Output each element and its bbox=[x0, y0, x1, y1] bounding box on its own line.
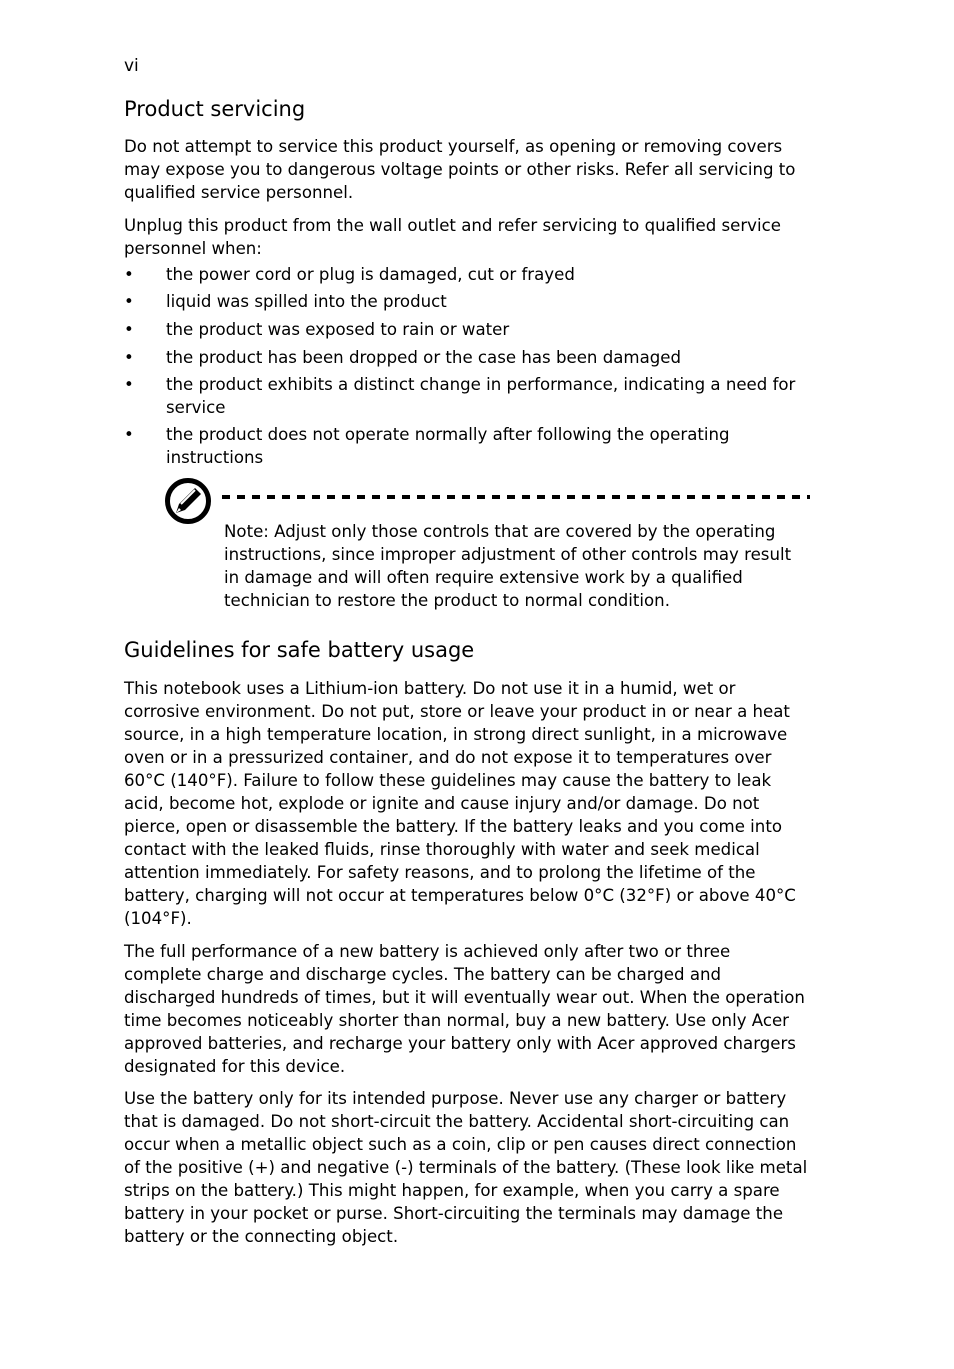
section-title-product-servicing: Product servicing bbox=[124, 97, 306, 121]
list-item: • liquid was spilled into the product bbox=[124, 292, 447, 311]
bullet-glyph: • bbox=[124, 375, 134, 394]
list-item: • the product was exposed to rain or water bbox=[124, 320, 510, 339]
list-item: • the product has been dropped or the case has been damaged bbox=[124, 348, 682, 367]
note-body: Adjust only those controls that are covered by the operating instructions, since improper adjustment of other controls may result in damage and will often require extensive work by a qualified technician to restore the product to normal condition. bbox=[224, 522, 792, 610]
list-item: • the product does not operate normally after following the operating instructions bbox=[124, 425, 730, 467]
servicing-paragraph-1: Do not attempt to service this product yourself, as opening or removing covers may expose you to dangerous voltage points or other risks. Refer all servicing to qualified service personnel. bbox=[124, 137, 796, 202]
bullet-glyph: • bbox=[124, 292, 134, 311]
list-item: • the power cord or plug is damaged, cut or frayed bbox=[124, 265, 575, 284]
bullet-glyph: • bbox=[124, 348, 134, 367]
page-number: vi bbox=[124, 56, 139, 76]
section-title-battery: Guidelines for safe battery usage bbox=[124, 638, 475, 662]
note-label: Note: bbox=[224, 522, 269, 541]
note-text bbox=[224, 520, 809, 612]
battery-paragraph-1: This notebook uses a Lithium-ion battery. Do not use it in a humid, wet or corrosive environment. Do not put, store or leave your product in or near a heat source, in a high temperature location, in strong direct sunlight, in a microwave oven or in a pressurized container, and do not expose it to temperatures over 60°C (140°F). Failure to follow these guidelines may cause the battery to leak acid, become hot, explode or ignite and cause injury and/or damage. Do not pierce, open or disassemble the battery. If the battery leaks and you come into contact with the leaked fluids, rinse thoroughly with water and seek medical attention immediately. For safety reasons, and to prolong the lifetime of the battery, charging will not occur at temperatures below 0°C (32°F) or above 40°C (104°F). bbox=[124, 679, 796, 928]
bullet-glyph: • bbox=[124, 425, 134, 444]
servicing-paragraph-2: Unplug this product from the wall outlet and refer servicing to qualified service personnel when: bbox=[124, 216, 781, 258]
battery-paragraph-2: The full performance of a new battery is achieved only after two or three complete charge and discharge cycles. The battery can be charged and discharged hundreds of times, but it will eventually wear out. When the operation time becomes noticeably shorter than normal, buy a new battery. Use only Acer approved batteries, and recharge your battery only with Acer approved chargers designated for this device. bbox=[124, 942, 805, 1076]
bullet-glyph: • bbox=[124, 320, 134, 339]
note-pencil-icon bbox=[164, 477, 212, 525]
servicing-conditions-list bbox=[124, 263, 809, 469]
note-divider bbox=[222, 495, 810, 499]
battery-paragraph-3: Use the battery only for its intended purpose. Never use any charger or battery that is damaged. Do not short-circuit the battery. Accidental short-circuiting can occur when a metallic object such as a coin, clip or pen causes direct connection of the positive (+) and negative (-) terminals of the battery. (These look like metal strips on the battery.) This might happen, for example, when you carry a spare battery in your pocket or purse. Short-circuiting the terminals may damage the battery or the connecting object. bbox=[124, 1089, 808, 1246]
list-item: • the product exhibits a distinct change in performance, indicating a need for service bbox=[124, 375, 796, 417]
bullet-glyph: • bbox=[124, 265, 134, 284]
